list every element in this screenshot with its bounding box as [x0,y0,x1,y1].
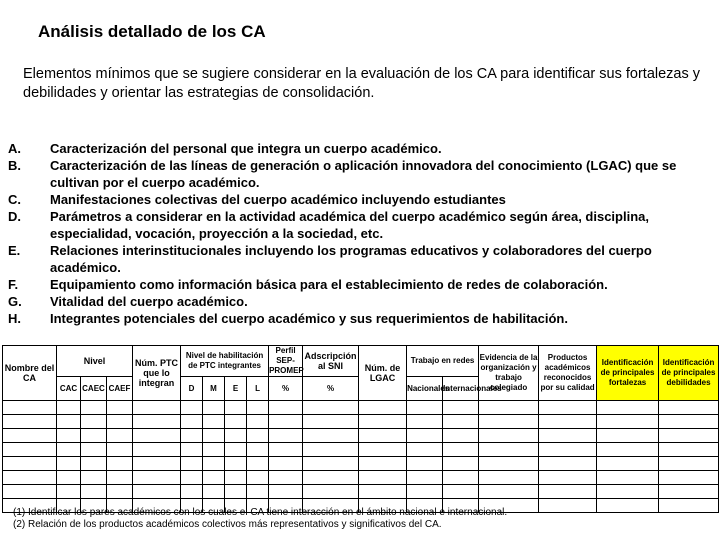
table-cell [539,499,597,513]
table-cell [443,471,479,485]
table-cell [359,457,407,471]
item-letter: E. [8,243,21,258]
col-perfil: Perfil SEP-PROMEP [269,346,304,375]
col-evidencia: Evidencia de la organización y trabajo colegiado [479,346,539,401]
table-cell [359,443,407,457]
table-cell [133,485,181,499]
table-cell [407,471,443,485]
footnote-2: (2) Relación de los productos académicos colectivos más representativos y significativos del CA. [13,519,442,530]
table-cell [597,471,659,485]
table-cell [659,443,719,457]
table-cell [407,429,443,443]
intro-paragraph: Elementos mínimos que se sugiere considerar en la evaluación de los CA para identificar sus fortalezas y debilidades y orientar las estrategias de consolidación. [23,66,701,101]
table-cell [225,471,247,485]
item-letter: D. [8,209,21,224]
table-cell [181,401,203,415]
col-fortalezas: Identificación de principales fortalezas [597,346,659,401]
table-cell [247,471,269,485]
table-cell [539,415,597,429]
table-cell [443,457,479,471]
table-cell [107,429,133,443]
table-cell [407,415,443,429]
table-cell [359,401,407,415]
table-cell [303,429,359,443]
table-cell [81,429,107,443]
evaluation-table [2,345,719,513]
table-cell [3,457,57,471]
table-cell [3,443,57,457]
item-text: Manifestaciones colectivas del cuerpo académico incluyendo estudiantes [50,192,506,207]
table-cell [303,401,359,415]
table-cell [57,429,81,443]
table-cell [303,457,359,471]
col-e: E [225,377,247,401]
table-cell [479,443,539,457]
table-cell [181,443,203,457]
table-cell [203,485,225,499]
table-cell [81,415,107,429]
col-nivel: Nivel [57,346,133,377]
col-nacionales: Nacionales [407,377,443,401]
table-cell [443,443,479,457]
item-letter: F. [8,277,19,292]
table-cell [3,401,57,415]
table-cell [303,443,359,457]
item-letter: H. [8,311,21,326]
col-d: D [181,377,203,401]
table-cell [225,415,247,429]
table-cell [133,401,181,415]
item-letter: C. [8,192,21,207]
table-cell [3,485,57,499]
table-cell [81,485,107,499]
table-cell [479,415,539,429]
table-cell [247,485,269,499]
footnote-1: (1) Identificar los pares académicos con los cuales el CA tiene interacción en el ámbito nacional e internacional. [13,507,508,518]
table-cell [269,471,303,485]
criteria-list [8,140,713,327]
table-cell [407,485,443,499]
table-cell [597,429,659,443]
table-cell [303,485,359,499]
table-cell [57,485,81,499]
table-cell [269,485,303,499]
table-cell [303,471,359,485]
table-cell [597,415,659,429]
table-cell [225,443,247,457]
col-sni: Adscripción al SNI [303,346,359,377]
table-row [3,429,719,443]
item-text: Vitalidad del cuerpo académico. [50,294,248,309]
col-lgac: Núm. de LGAC [359,346,407,401]
table-cell [659,457,719,471]
table-cell [479,471,539,485]
table-cell [659,401,719,415]
table-cell [539,485,597,499]
table-cell [407,401,443,415]
table-cell [359,471,407,485]
table-cell [359,485,407,499]
table-cell [133,457,181,471]
table-cell [57,443,81,457]
item-letter: G. [8,294,22,309]
item-letter: A. [8,141,21,156]
table-cell [3,429,57,443]
table-cell [181,457,203,471]
table-cell [247,401,269,415]
table-cell [57,457,81,471]
col-num-ptc: Núm. PTC que lo integran [133,346,181,401]
table-cell [81,457,107,471]
table-cell [479,401,539,415]
table-cell [203,443,225,457]
item-text: Parámetros a considerar en la actividad académica del cuerpo académico según área, disciplina, especialidad, vocación, proyección a la sociedad, etc. [50,209,649,241]
col-perfil-pct: % [269,377,303,401]
table-cell [269,443,303,457]
table-cell [81,471,107,485]
table-cell [539,401,597,415]
table-cell [443,415,479,429]
table-cell [597,401,659,415]
table-cell [659,415,719,429]
table-cell [597,499,659,513]
table-cell [107,401,133,415]
table-cell [203,429,225,443]
table-row [3,415,719,429]
table-cell [133,471,181,485]
col-debilidades: Identificación de principales debilidades [659,346,719,401]
table-cell [539,443,597,457]
list-item [8,157,713,191]
table-body [3,401,719,513]
table-cell [57,471,81,485]
table-cell [225,429,247,443]
table-row [3,471,719,485]
table-cell [597,457,659,471]
table-cell [269,457,303,471]
table-cell [133,429,181,443]
table-cell [659,499,719,513]
page-title: Análisis detallado de los CA [38,22,266,41]
col-l: L [247,377,269,401]
table-cell [81,401,107,415]
table-cell [443,485,479,499]
footnotes [13,507,507,531]
table-cell [181,429,203,443]
table-cell [57,415,81,429]
table-cell [443,429,479,443]
table-cell [133,415,181,429]
table-cell [539,457,597,471]
list-item [8,208,713,242]
col-internacionales: Internacionales [443,377,479,401]
table-row [3,401,719,415]
list-item [8,242,713,276]
table-cell [203,415,225,429]
table-cell [107,485,133,499]
table-cell [247,457,269,471]
table-cell [3,415,57,429]
table-cell [659,471,719,485]
col-sni-pct: % [303,377,359,401]
table-cell [443,401,479,415]
table-cell [181,485,203,499]
table-cell [181,471,203,485]
table-cell [107,457,133,471]
table-cell [359,429,407,443]
list-item [8,140,713,157]
col-caec: CAEC [81,377,107,401]
table-cell [247,429,269,443]
table-cell [659,485,719,499]
table-cell [107,443,133,457]
table-cell [57,401,81,415]
table-cell [539,471,597,485]
table-cell [203,457,225,471]
table-cell [247,415,269,429]
table-cell [479,485,539,499]
table-cell [203,401,225,415]
col-m: M [203,377,225,401]
list-item [8,293,713,310]
col-redes: Trabajo en redes [407,346,479,377]
item-letter: B. [8,158,21,173]
table-cell [81,443,107,457]
table-cell [225,485,247,499]
table-cell [407,443,443,457]
table-cell [247,443,269,457]
table-row [3,457,719,471]
item-text: Caracterización de las líneas de generación o aplicación innovadora del conocimiento (LGAC) que se cultivan por el cuerpo académico. [50,158,677,190]
table-cell [269,429,303,443]
col-productos: Productos académicos reconocidos por su calidad [539,346,597,401]
table-cell [225,457,247,471]
table-cell [479,457,539,471]
table-cell [133,443,181,457]
table-cell [479,429,539,443]
list-item [8,276,713,293]
table-cell [359,415,407,429]
item-text: Relaciones interinstitucionales incluyendo los programas educativos y colaboradores del cuerpo académico. [50,243,652,275]
col-cac: CAC [57,377,81,401]
table-cell [539,429,597,443]
table-cell [269,401,303,415]
table-cell [597,485,659,499]
table-cell [107,471,133,485]
col-caef: CAEF [107,377,133,401]
item-text: Equipamiento como información básica para el establecimiento de redes de colaboración. [50,277,608,292]
table-cell [269,415,303,429]
col-habilitacion: Nivel de habilitación de PTC integrantes [181,346,269,377]
table-cell [225,401,247,415]
table-cell [107,415,133,429]
table-cell [203,471,225,485]
table-cell [303,415,359,429]
list-item [8,310,713,327]
item-text: Integrantes potenciales del cuerpo académico y sus requerimientos de habilitación. [50,311,568,326]
item-text: Caracterización del personal que integra un cuerpo académico. [50,141,442,156]
table-row [3,485,719,499]
table-cell [597,443,659,457]
col-nombre: Nombre del CA [3,346,57,401]
table-cell [659,429,719,443]
table-cell [181,415,203,429]
table-cell [407,457,443,471]
table-row [3,443,719,457]
list-item [8,191,713,208]
table-cell [3,471,57,485]
